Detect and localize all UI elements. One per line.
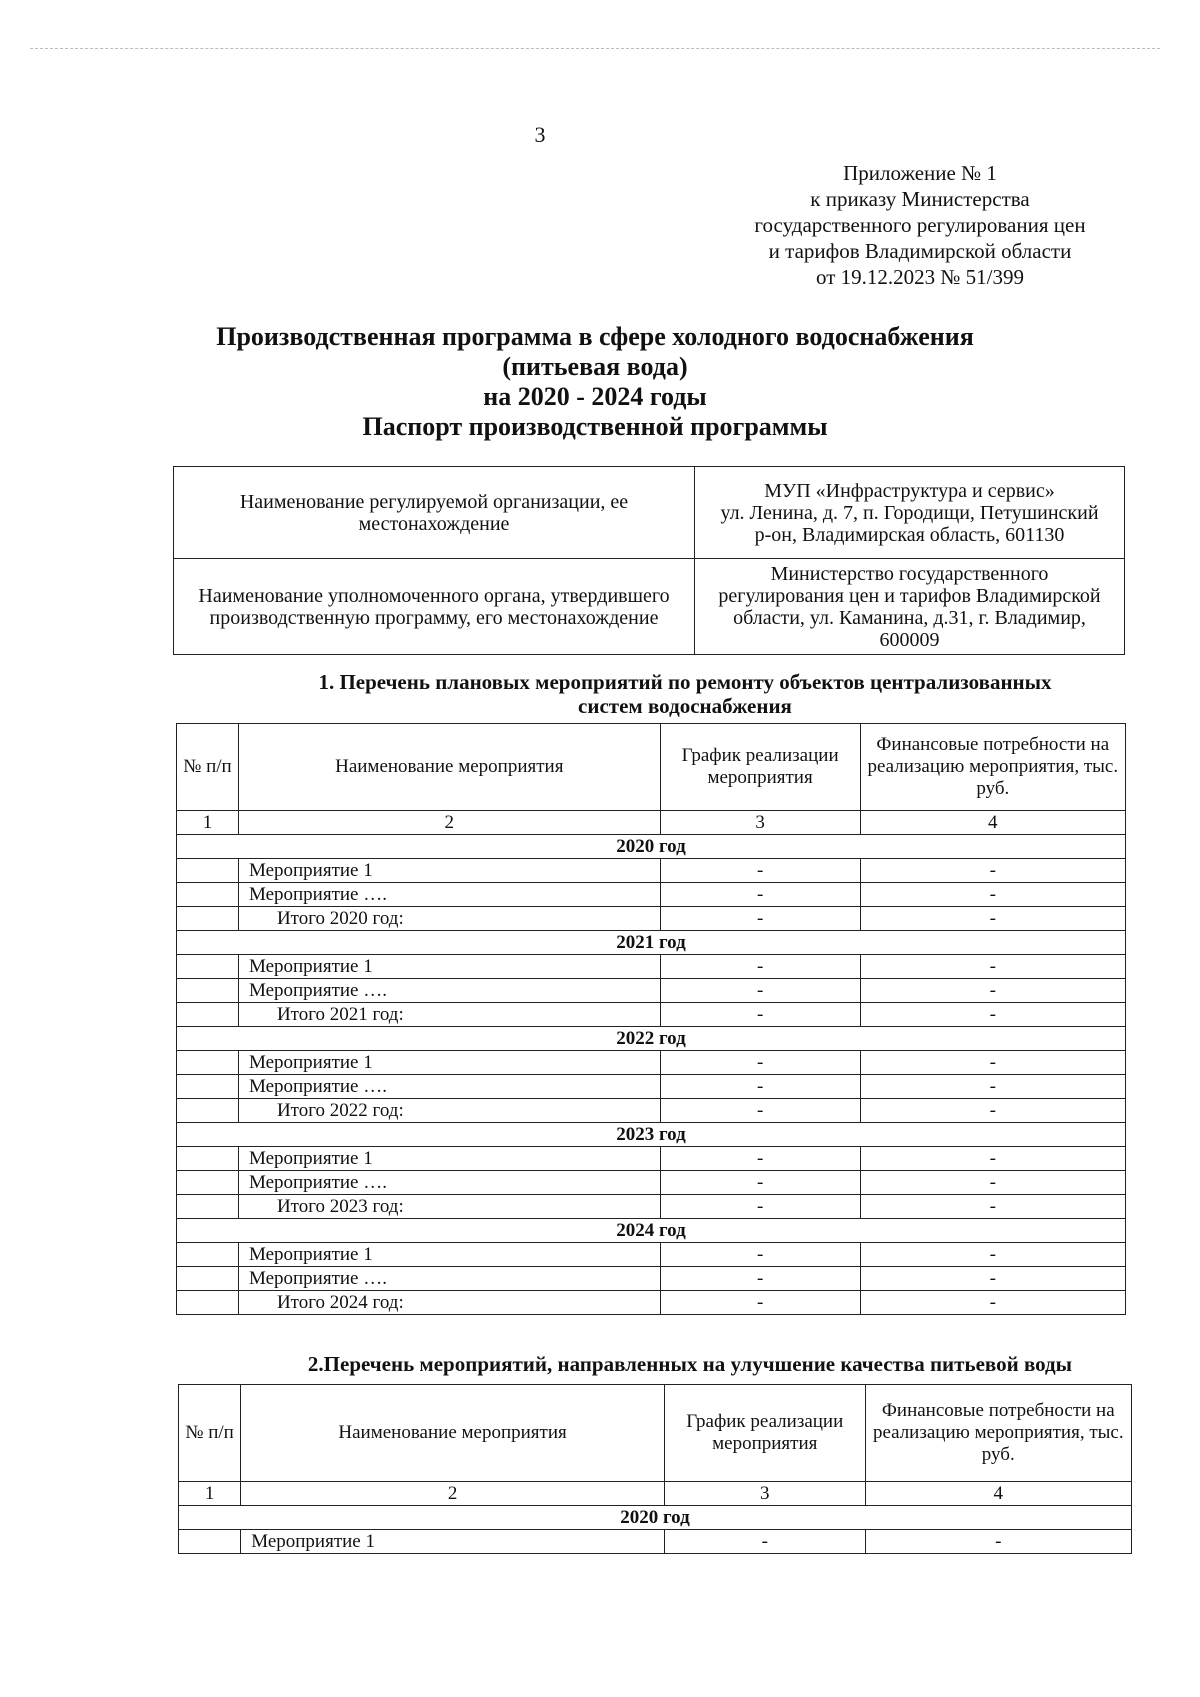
appendix-line-3: государственного регулирования цен — [754, 213, 1086, 237]
year-label: 2020 год — [179, 1506, 1132, 1530]
document-title — [170, 322, 1020, 442]
finance-value: - — [860, 907, 1125, 931]
scan-artifact-line — [30, 48, 1160, 49]
col-header-num: № п/п — [177, 724, 239, 811]
index-cell-1: 1 — [179, 1482, 241, 1506]
index-cell-1: 1 — [177, 811, 239, 835]
col-header-finance: Финансовые потребности на реализацию мероприятия, тыс. руб. — [865, 1385, 1131, 1482]
org-address: ул. Ленина, д. 7, п. Городищи, Петушинский р-он, Владимирская область, 601130 — [720, 501, 1099, 546]
finance-value: - — [860, 1195, 1125, 1219]
empty-cell — [177, 1171, 239, 1195]
index-cell-3: 3 — [664, 1482, 865, 1506]
appendix-line-1: Приложение № 1 — [843, 161, 997, 185]
col-header-num: № п/п — [179, 1385, 241, 1482]
section1-title-line-2: систем водоснабжения — [578, 694, 792, 718]
finance-value: - — [860, 1051, 1125, 1075]
empty-cell — [177, 1051, 239, 1075]
index-cell-4: 4 — [865, 1482, 1131, 1506]
empty-cell — [179, 1530, 241, 1554]
year-row — [177, 1219, 1126, 1243]
finance-value: - — [860, 1243, 1125, 1267]
passport-row-authority — [174, 559, 1125, 655]
finance-value: - — [860, 1147, 1125, 1171]
event-name: Мероприятие …. — [238, 979, 660, 1003]
finance-value: - — [860, 1291, 1125, 1315]
finance-value: - — [860, 1003, 1125, 1027]
table-row — [177, 1267, 1126, 1291]
year-label: 2024 год — [177, 1219, 1126, 1243]
schedule-value: - — [660, 1291, 860, 1315]
col-header-schedule: График реализации мероприятия — [664, 1385, 865, 1482]
empty-cell — [177, 859, 239, 883]
total-row — [177, 1099, 1126, 1123]
total-row — [177, 1195, 1126, 1219]
empty-cell — [177, 1147, 239, 1171]
empty-cell — [177, 1291, 239, 1315]
water-quality-events-table — [178, 1384, 1132, 1554]
empty-cell — [177, 1195, 239, 1219]
finance-value: - — [860, 955, 1125, 979]
appendix-note — [700, 160, 1140, 290]
schedule-value: - — [664, 1530, 865, 1554]
passport-org-label: Наименование регулируемой организации, ее местонахождение — [174, 467, 695, 559]
index-cell-4: 4 — [860, 811, 1125, 835]
total-row — [177, 907, 1126, 931]
table-row — [177, 955, 1126, 979]
year-row — [179, 1506, 1132, 1530]
year-row — [177, 1027, 1126, 1051]
finance-value: - — [860, 979, 1125, 1003]
finance-value: - — [860, 1099, 1125, 1123]
col-header-name: Наименование мероприятия — [241, 1385, 665, 1482]
passport-org-value — [695, 467, 1125, 559]
total-label: Итого 2022 год: — [238, 1099, 660, 1123]
table-row — [177, 1075, 1126, 1099]
table-row — [177, 1243, 1126, 1267]
empty-cell — [177, 883, 239, 907]
event-name: Мероприятие 1 — [238, 1147, 660, 1171]
title-line-2: (питьевая вода) — [502, 352, 688, 381]
title-line-3: на 2020 - 2024 годы — [483, 382, 707, 411]
title-line-4: Паспорт производственной программы — [362, 412, 828, 441]
title-line-1: Производственная программа в сфере холодного водоснабжения — [216, 322, 974, 351]
finance-value: - — [860, 1075, 1125, 1099]
event-name: Мероприятие 1 — [238, 859, 660, 883]
schedule-value: - — [660, 1003, 860, 1027]
empty-cell — [177, 1243, 239, 1267]
passport-row-organization — [174, 467, 1125, 559]
schedule-value: - — [660, 1195, 860, 1219]
table-row — [177, 979, 1126, 1003]
schedule-value: - — [660, 979, 860, 1003]
passport-authority-value: Министерство государственного регулирования цен и тарифов Владимирской области, ул. Каманина, д.31, г. Владимир, 600009 — [695, 559, 1125, 655]
year-row — [177, 931, 1126, 955]
table-row — [177, 1051, 1126, 1075]
col-header-name: Наименование мероприятия — [238, 724, 660, 811]
finance-value: - — [860, 1171, 1125, 1195]
table-header-row — [179, 1385, 1132, 1482]
empty-cell — [177, 1075, 239, 1099]
year-label: 2023 год — [177, 1123, 1126, 1147]
page-number: 3 — [534, 122, 546, 147]
schedule-value: - — [660, 1147, 860, 1171]
finance-value: - — [860, 859, 1125, 883]
total-label: Итого 2024 год: — [238, 1291, 660, 1315]
table-index-row — [177, 811, 1126, 835]
event-name: Мероприятие 1 — [241, 1530, 665, 1554]
schedule-value: - — [660, 1051, 860, 1075]
schedule-value: - — [660, 859, 860, 883]
index-cell-3: 3 — [660, 811, 860, 835]
section2-title: 2.Перечень мероприятий, направленных на улучшение качества питьевой воды — [307, 1352, 1073, 1376]
event-name: Мероприятие 1 — [238, 1243, 660, 1267]
year-label: 2020 год — [177, 835, 1126, 859]
schedule-value: - — [660, 907, 860, 931]
passport-authority-label: Наименование уполномоченного органа, утвердившего производственную программу, его местонахождение — [174, 559, 695, 655]
event-name: Мероприятие …. — [238, 1171, 660, 1195]
finance-value: - — [860, 1267, 1125, 1291]
schedule-value: - — [660, 1243, 860, 1267]
empty-cell — [177, 1267, 239, 1291]
index-cell-2: 2 — [238, 811, 660, 835]
section1-title — [240, 670, 1130, 718]
empty-cell — [177, 1099, 239, 1123]
table-row — [177, 859, 1126, 883]
event-name: Мероприятие …. — [238, 1075, 660, 1099]
finance-value: - — [860, 883, 1125, 907]
table-row — [179, 1530, 1132, 1554]
event-name: Мероприятие …. — [238, 883, 660, 907]
table-header-row — [177, 724, 1126, 811]
total-label: Итого 2023 год: — [238, 1195, 660, 1219]
passport-table — [173, 466, 1125, 655]
index-cell-2: 2 — [241, 1482, 665, 1506]
col-header-schedule: График реализации мероприятия — [660, 724, 860, 811]
schedule-value: - — [660, 1171, 860, 1195]
year-row — [177, 1123, 1126, 1147]
total-label: Итого 2020 год: — [238, 907, 660, 931]
empty-cell — [177, 955, 239, 979]
event-name: Мероприятие 1 — [238, 955, 660, 979]
appendix-line-2: к приказу Министерства — [810, 187, 1030, 211]
schedule-value: - — [660, 1267, 860, 1291]
org-name: МУП «Инфраструктура и сервис» — [764, 479, 1055, 502]
total-label: Итого 2021 год: — [238, 1003, 660, 1027]
col-header-finance: Финансовые потребности на реализацию мероприятия, тыс. руб. — [860, 724, 1125, 811]
finance-value: - — [865, 1530, 1131, 1554]
table-row — [177, 883, 1126, 907]
empty-cell — [177, 979, 239, 1003]
total-row — [177, 1003, 1126, 1027]
empty-cell — [177, 1003, 239, 1027]
appendix-line-4: и тарифов Владимирской области — [768, 239, 1072, 263]
schedule-value: - — [660, 1075, 860, 1099]
year-row — [177, 835, 1126, 859]
year-label: 2021 год — [177, 931, 1126, 955]
event-name: Мероприятие …. — [238, 1267, 660, 1291]
repair-events-table — [176, 723, 1126, 1315]
empty-cell — [177, 907, 239, 931]
schedule-value: - — [660, 883, 860, 907]
event-name: Мероприятие 1 — [238, 1051, 660, 1075]
table-index-row — [179, 1482, 1132, 1506]
schedule-value: - — [660, 955, 860, 979]
table-row — [177, 1147, 1126, 1171]
schedule-value: - — [660, 1099, 860, 1123]
section1-title-line-1: 1. Перечень плановых мероприятий по ремонту объектов централизованных — [318, 670, 1052, 694]
appendix-line-5: от 19.12.2023 № 51/399 — [815, 265, 1025, 289]
table-row — [177, 1171, 1126, 1195]
year-label: 2022 год — [177, 1027, 1126, 1051]
total-row — [177, 1291, 1126, 1315]
